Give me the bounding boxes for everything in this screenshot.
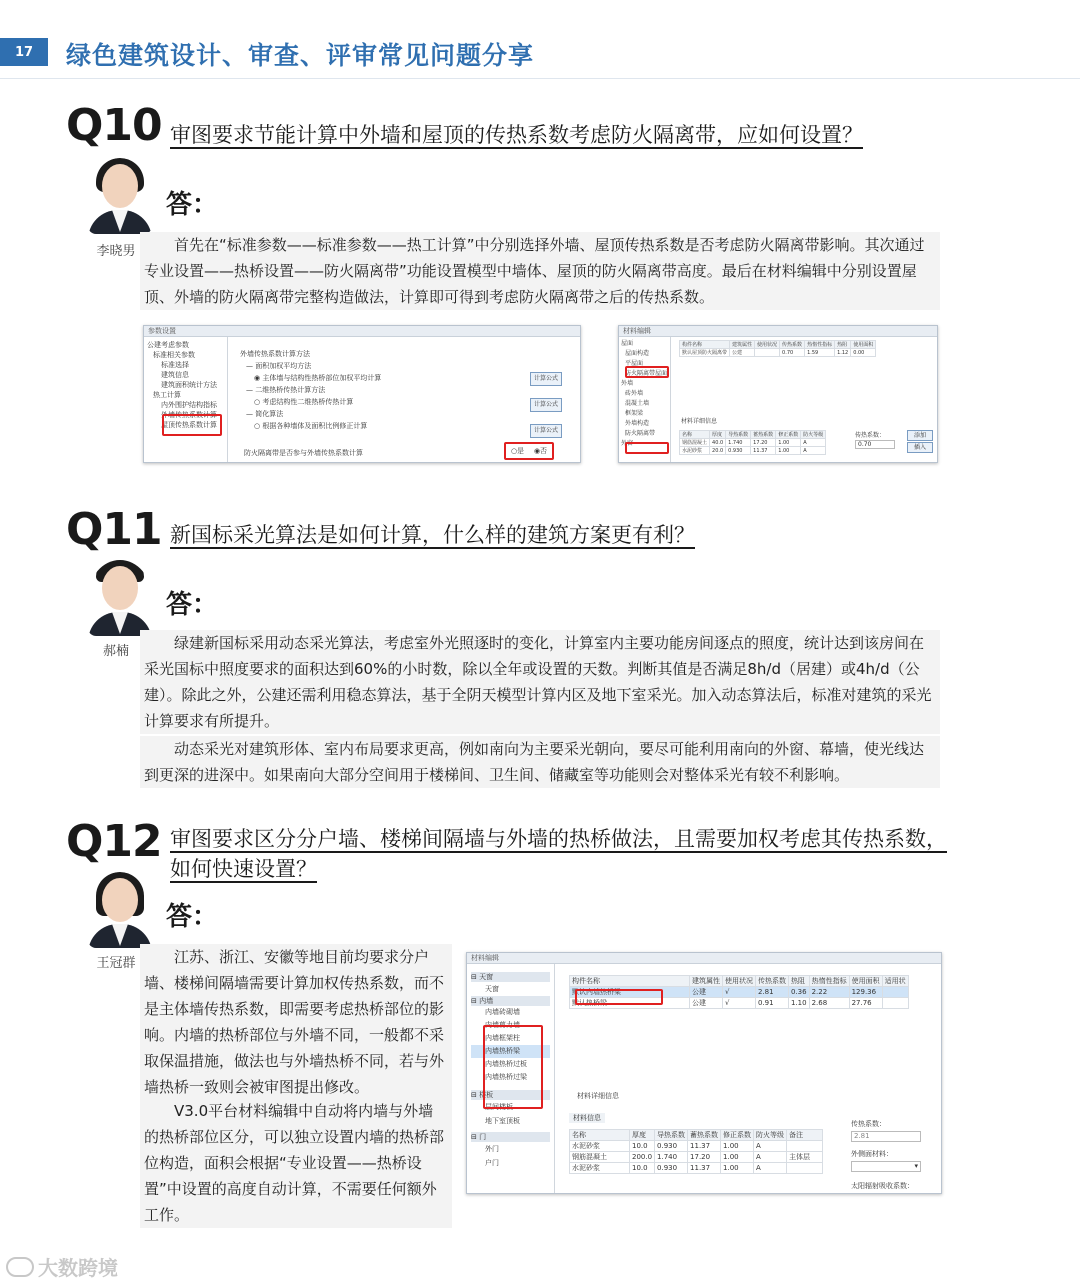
outer-material-select[interactable] bbox=[851, 1161, 921, 1172]
cell: A bbox=[754, 1163, 787, 1174]
column-header: 热惰性指标 bbox=[809, 976, 849, 987]
group-title: 外墙传热系数计算方法 bbox=[240, 350, 310, 358]
cell bbox=[787, 1163, 823, 1174]
tree-section[interactable]: ⊟ 门 bbox=[471, 1132, 550, 1142]
column-header: 使用状况 bbox=[755, 341, 780, 349]
q12-paragraph-2: V3.0平台材料编辑中自动将内墙与外墙的热桥部位区分，可以独立设置内墙的热桥部位构造，面积会根据“专业设置——热桥设置”中设置的高度自动计算，不需要任何额外工作。 bbox=[140, 1098, 452, 1228]
column-header: 适用状 bbox=[882, 976, 908, 987]
formula-button-3[interactable]: 计算公式 bbox=[530, 424, 562, 438]
tree-node[interactable]: 地下室顶板 bbox=[485, 1117, 520, 1125]
column-header: 建筑属性 bbox=[690, 976, 723, 987]
tree-node[interactable]: 标准选择 bbox=[161, 361, 189, 369]
page-number-badge bbox=[0, 38, 48, 66]
column-header: 修正系数 bbox=[776, 431, 801, 439]
insert-button[interactable]: 插入 bbox=[907, 442, 933, 453]
cell: 1.740 bbox=[726, 439, 751, 447]
column-header: 厚度 bbox=[630, 1130, 655, 1141]
q10-material-editor bbox=[618, 325, 938, 463]
cell: 公建 bbox=[690, 998, 723, 1009]
running-title: 绿色建筑设计、审查、评审常见问题分享 bbox=[66, 41, 535, 70]
tree-node[interactable]: 屋顶传热系数计算 bbox=[161, 421, 217, 429]
tree-node[interactable]: 外墙构造 bbox=[625, 420, 650, 427]
column-header: 热阻 bbox=[835, 341, 851, 349]
param-tree bbox=[144, 337, 228, 463]
radio-option[interactable]: 考虑结构性二维热桥传热计算 bbox=[262, 398, 354, 406]
cell: 27.76 bbox=[849, 998, 882, 1009]
cell: 默认内墙热桥梁 bbox=[570, 987, 690, 998]
dialog-title: 参数设置 bbox=[144, 326, 580, 337]
tree-node[interactable]: 屋面构造 bbox=[625, 350, 650, 357]
tree-node[interactable]: 混凝土墙 bbox=[625, 400, 650, 407]
radio-yes[interactable]: 是 bbox=[517, 447, 525, 455]
tree-node[interactable]: 砖外墙 bbox=[625, 390, 644, 397]
avatar-li bbox=[88, 158, 152, 234]
radio-no[interactable]: 否 bbox=[540, 447, 548, 455]
cell: 1.740 bbox=[655, 1152, 688, 1163]
cell: 10.0 bbox=[630, 1141, 655, 1152]
page-number: 17 bbox=[14, 44, 34, 60]
cell: 129.36 bbox=[849, 987, 882, 998]
tree-node[interactable]: 防火隔离带屋面 bbox=[625, 370, 668, 377]
formula-button-2[interactable]: 计算公式 bbox=[530, 398, 562, 412]
highlight-box bbox=[483, 1025, 543, 1109]
cell: √ bbox=[723, 998, 756, 1009]
highlight-box bbox=[162, 414, 222, 436]
option-label: 简化算法 bbox=[255, 410, 284, 418]
solar-absorption-label: 太阳辐射吸收系数： bbox=[851, 1182, 914, 1190]
q12-number: Q12 bbox=[66, 816, 162, 867]
table-row[interactable] bbox=[680, 447, 826, 455]
watermark-text: 大数跨境 bbox=[38, 1256, 118, 1280]
firebreak-choice: ○是 ◉否 bbox=[504, 442, 554, 460]
cell: 主体层 bbox=[787, 1152, 823, 1163]
cell bbox=[787, 1141, 823, 1152]
tree-node[interactable]: 外门 bbox=[485, 1145, 499, 1153]
tree-node[interactable]: 平屋面 bbox=[625, 360, 644, 367]
k-label: 传热系数： bbox=[851, 1120, 886, 1128]
cell: 2.22 bbox=[809, 987, 849, 998]
radio-option[interactable]: 主体墙与结构性热桥部位加权平均计算 bbox=[262, 374, 382, 382]
cell: 200.0 bbox=[630, 1152, 655, 1163]
column-header: 蓄热系数 bbox=[688, 1130, 721, 1141]
q12-material-editor bbox=[466, 952, 942, 1194]
cell: 1.59 bbox=[805, 349, 835, 357]
person-name-li: 李晓男 bbox=[96, 244, 136, 259]
tree-node[interactable]: 热工计算 bbox=[153, 391, 181, 399]
column-header: 传热系数 bbox=[756, 976, 789, 987]
component-table bbox=[679, 340, 876, 357]
cell: 11.37 bbox=[688, 1141, 721, 1152]
tree-node[interactable]: 天窗 bbox=[485, 985, 499, 993]
cell: 默认热桥梁 bbox=[570, 998, 690, 1009]
cell: 水泥砂浆 bbox=[570, 1163, 630, 1174]
cell: 1.00 bbox=[776, 447, 801, 455]
person-name-wang: 王冠群 bbox=[96, 956, 136, 971]
cell: 0.70 bbox=[780, 349, 805, 357]
cell bbox=[882, 987, 908, 998]
tree-node[interactable]: 层间楼板 bbox=[485, 1103, 513, 1111]
tree-node[interactable]: 公建考虑参数 bbox=[147, 341, 189, 349]
q10-paragraph: 首先在“标准参数——标准参数——热工计算”中分别选择外墙、屋顶传热系数是否考虑防火隔离带影响。其次通过专业设置——热桥设置——防火隔离带”功能设置模型中墙体、屋顶的防火隔离带高度。最后在材料编辑中分别设置屋顶、外墙的防火隔离带完整构造做法，计算即可得到考虑防火隔离带之后的传热系数。 bbox=[140, 232, 940, 310]
sub-title: 材料详细信息 bbox=[681, 418, 718, 425]
column-header: 备注 bbox=[787, 1130, 823, 1141]
column-header: 导热系数 bbox=[726, 431, 751, 439]
cell: 17.20 bbox=[688, 1152, 721, 1163]
dialog-title: 材料编辑 bbox=[467, 953, 941, 964]
watermark bbox=[6, 1252, 118, 1281]
column-header: 建筑属性 bbox=[730, 341, 755, 349]
highlight-box bbox=[575, 989, 663, 1005]
column-header: 使用状况 bbox=[723, 976, 756, 987]
q10-parameter-dialog bbox=[143, 325, 581, 463]
column-header: 防火等级 bbox=[801, 431, 826, 439]
table-row[interactable] bbox=[680, 349, 876, 357]
q11-question: 新国标采光算法是如何计算，什么样的建筑方案更有利？ bbox=[170, 523, 695, 547]
cell: A bbox=[754, 1152, 787, 1163]
column-header: 热惰性指标 bbox=[805, 341, 835, 349]
tree-node[interactable]: 内墙剪力墙 bbox=[485, 1021, 520, 1029]
q12-answer-label: 答： bbox=[166, 902, 219, 932]
cell: 钢筋混凝土 bbox=[680, 439, 710, 447]
tree-node[interactable]: 建筑信息 bbox=[161, 371, 189, 379]
table-row[interactable] bbox=[570, 1163, 823, 1174]
tree-node[interactable]: 户门 bbox=[485, 1159, 499, 1167]
cell: 1.00 bbox=[721, 1152, 754, 1163]
tree-node[interactable]: 内外围护结构指标 bbox=[161, 401, 217, 409]
material-info-tab[interactable]: 材料信息 bbox=[569, 1113, 605, 1123]
cell: 0.930 bbox=[655, 1141, 688, 1152]
tree-node[interactable]: 防火隔离带 bbox=[625, 430, 656, 437]
tree-section[interactable]: ⊟ 天窗 bbox=[471, 972, 550, 982]
q11-paragraph-1: 绿建新国标采用动态采光算法，考虑室外光照逐时的变化，计算室内主要功能房间逐点的照度，统计达到该房间在采光国标中照度要求的面积达到60%的小时数，除以全年或设置的天数。判断其值是否满足8h/d（居建）或4h/d（公建）。除此之外，公建还需利用稳态算法，基于全阴天模型计算内区及地下室采光。加入动态算法后，标准对建筑的采光计算要求有所提升。 bbox=[140, 630, 940, 734]
column-header: 名称 bbox=[680, 431, 710, 439]
cell: 公建 bbox=[730, 349, 755, 357]
outer-material-label: 外侧面材料： bbox=[851, 1150, 893, 1158]
cell: A bbox=[801, 447, 826, 455]
add-button[interactable]: 添加 bbox=[907, 430, 933, 441]
chevron-down-icon: ▾ bbox=[914, 1162, 918, 1170]
tree-section[interactable]: ⊟ 楼板 bbox=[471, 1090, 550, 1100]
table-row[interactable] bbox=[570, 1141, 823, 1152]
cell: 11.37 bbox=[751, 447, 776, 455]
column-header: 传热系数 bbox=[780, 341, 805, 349]
cell bbox=[755, 349, 780, 357]
q12-paragraph-1: 江苏、浙江、安徽等地目前均要求分户墙、楼梯间隔墙需要计算加权传热系数，而不是主体墙传热系数，即需要考虑热桥部位的影响。内墙的热桥部位与外墙不同，一般都不采取保温措施，做法也与外墙热桥不同，若与外墙热桥一致则会被审图提出修改。 bbox=[140, 944, 452, 1100]
tree-node[interactable]: 内墙热桥过板 bbox=[485, 1060, 527, 1068]
tree-node[interactable]: 外墙传热系数计算 bbox=[161, 411, 217, 419]
column-header: 使用面积 bbox=[849, 976, 882, 987]
column-header: 名称 bbox=[570, 1130, 630, 1141]
q10-number: Q10 bbox=[66, 100, 162, 151]
highlight-box bbox=[625, 366, 669, 378]
watermark-logo-icon bbox=[6, 1257, 34, 1277]
cell: 11.37 bbox=[688, 1163, 721, 1174]
column-header: 厚度 bbox=[710, 431, 726, 439]
tree-node[interactable]: 内墙框架柱 bbox=[485, 1034, 520, 1042]
cell: 1.12 bbox=[835, 349, 851, 357]
column-header: 修正系数 bbox=[721, 1130, 754, 1141]
cell: 20.0 bbox=[710, 447, 726, 455]
cell: 默认屋顶防火隔离带 bbox=[680, 349, 730, 357]
firebreak-question: 防火隔离带是否参与外墙传热系数计算 bbox=[244, 449, 363, 457]
q10-answer-label: 答： bbox=[166, 190, 219, 220]
cell: 公建 bbox=[690, 987, 723, 998]
column-header: 蓄热系数 bbox=[751, 431, 776, 439]
radio-option[interactable]: 根据各种墙体及面积比例修正计算 bbox=[262, 422, 368, 430]
q11-answer-label: 答： bbox=[166, 590, 219, 620]
cell: 1.10 bbox=[789, 998, 810, 1009]
cell bbox=[882, 998, 908, 1009]
material-table bbox=[569, 1129, 823, 1174]
tree-node[interactable]: 外窗 bbox=[621, 440, 634, 447]
cell: 17.20 bbox=[751, 439, 776, 447]
cell: 1.00 bbox=[721, 1163, 754, 1174]
column-header: 防火等级 bbox=[754, 1130, 787, 1141]
cell: 40.0 bbox=[710, 439, 726, 447]
cell: 钢筋混凝土 bbox=[570, 1152, 630, 1163]
cell: 0.36 bbox=[789, 987, 810, 998]
person-name-hao: 郝楠 bbox=[102, 644, 129, 659]
cell: 1.00 bbox=[776, 439, 801, 447]
cell: √ bbox=[723, 987, 756, 998]
header-divider bbox=[0, 78, 1080, 79]
k-value-field[interactable]: 0.70 bbox=[855, 440, 895, 449]
tree-node[interactable]: 屋面 bbox=[621, 340, 634, 347]
q11-paragraph-2: 动态采光对建筑形体、室内布局要求更高，例如南向为主要采光朝向，要尽可能利用南向的外窗、幕墙，使光线达到更深的进深中。如果南向大部分空间用于楼梯间、卫生间、储藏室等功能则会对整体采光有较不利影响。 bbox=[140, 736, 940, 788]
tree-section[interactable]: ⊟ 内墙 bbox=[471, 996, 550, 1006]
k-label: 传热系数： bbox=[855, 432, 886, 439]
cell: A bbox=[754, 1141, 787, 1152]
column-header: 热阻 bbox=[789, 976, 810, 987]
cell: 水泥砂浆 bbox=[570, 1141, 630, 1152]
cell: A bbox=[801, 439, 826, 447]
cell: 0.91 bbox=[756, 998, 789, 1009]
cell: 1.00 bbox=[721, 1141, 754, 1152]
option-label: 面积加权平均方法 bbox=[255, 362, 312, 370]
column-header: 构件名称 bbox=[570, 976, 690, 987]
sub-title: 材料详细信息 bbox=[577, 1092, 619, 1100]
option-label: 二维热桥传热计算方法 bbox=[255, 386, 326, 394]
tree-node[interactable]: 标准相关参数 bbox=[153, 351, 195, 359]
tree-node-selected[interactable]: 内墙热桥梁 bbox=[471, 1045, 550, 1058]
k-value-field[interactable]: 2.81 bbox=[851, 1131, 921, 1142]
q11-number: Q11 bbox=[66, 504, 162, 555]
cell: 10.0 bbox=[630, 1163, 655, 1174]
column-header: 使用面积 bbox=[851, 341, 876, 349]
tree-node[interactable]: 框架梁 bbox=[625, 410, 644, 417]
highlight-box bbox=[625, 442, 669, 454]
tree-node[interactable]: 外墙 bbox=[621, 380, 634, 387]
cell: 2.81 bbox=[756, 987, 789, 998]
cell: 水泥砂浆 bbox=[680, 447, 710, 455]
material-table bbox=[679, 430, 826, 455]
tree-node[interactable]: 建筑面积统计方法 bbox=[161, 381, 217, 389]
avatar-hao bbox=[88, 560, 152, 636]
dialog-title: 材料编辑 bbox=[619, 326, 937, 337]
formula-button-1[interactable]: 计算公式 bbox=[530, 372, 562, 386]
column-header: 导热系数 bbox=[655, 1130, 688, 1141]
table-row[interactable] bbox=[570, 1152, 823, 1163]
method-group: 外墙传热系数计算方法 — 面积加权平均方法 ◉ 主体墙与结构性热桥部位加权平均计算 — 二维热桥传热计算方法 ○ 考虑结构性二维热桥传热计算 — 简化算法 ○ 根据各种墙体及面积比例修正计算 bbox=[240, 350, 382, 430]
column-header: 构件名称 bbox=[680, 341, 730, 349]
tree-node[interactable]: 内墙砖砌墙 bbox=[485, 1008, 520, 1016]
cell: 2.68 bbox=[809, 998, 849, 1009]
q12-question: 审图要求区分分户墙、楼梯间隔墙与外墙的热桥做法，且需要加权考虑其传热系数，如何快速设置？ bbox=[170, 827, 947, 881]
cell: 0.930 bbox=[655, 1163, 688, 1174]
q10-question: 审图要求节能计算中外墙和屋顶的传热系数考虑防火隔离带，应如何设置？ bbox=[170, 123, 863, 147]
tree-node[interactable]: 内墙热桥过梁 bbox=[485, 1073, 527, 1081]
cell: 0.930 bbox=[726, 447, 751, 455]
table-row[interactable] bbox=[680, 439, 826, 447]
avatar-wang bbox=[88, 872, 152, 948]
cell: 0.00 bbox=[851, 349, 876, 357]
